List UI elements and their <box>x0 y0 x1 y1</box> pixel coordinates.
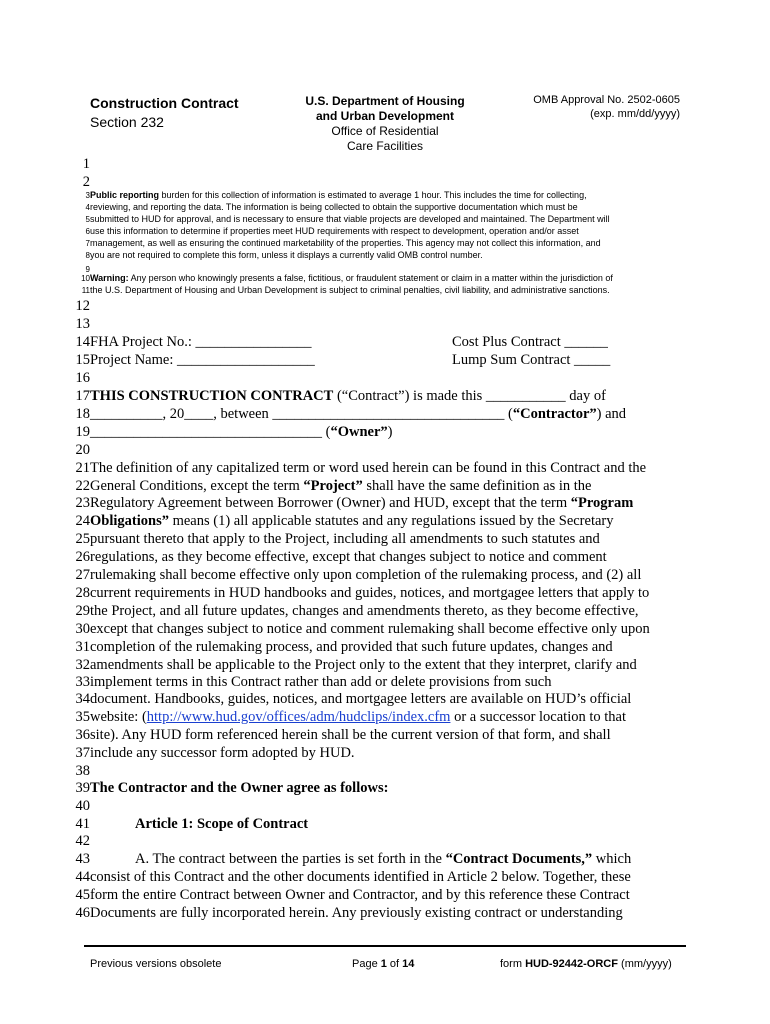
line-6: 6use this information to determine if properties meet HUD requirements with respect to development, operation and/or asset <box>85 226 579 236</box>
project-name-field: Project Name: ___________________ <box>90 352 315 368</box>
line-21: 21The definition of any capitalized term or word used herein can be found in this Contract and the <box>75 460 647 476</box>
line-36: 36site). Any HUD form referenced herein shall be the current version of that form, and shall <box>75 727 611 743</box>
line-26: 26regulations, as they become effective, except that changes subject to notice and comment <box>75 549 607 565</box>
line-45: 45form the entire Contract between Owner and Contractor, and by this reference these Contract <box>75 887 630 903</box>
line-32: 32amendments shall be applicable to the Project only to the extent that they interpret, clarify and <box>75 657 637 673</box>
footer-page-number: Page 1 of 14 <box>352 958 415 970</box>
line-2: 2 <box>82 174 90 190</box>
footer-divider <box>84 945 686 947</box>
line-29: 29the Project, and all future updates, changes and amendments thereto, as they become effective, <box>75 603 639 619</box>
hudclips-link[interactable]: http://www.hud.gov/offices/adm/hudclips/index.cfm <box>146 709 451 725</box>
line-37: 37include any successor form adopted by HUD. <box>75 745 355 761</box>
footer-form-id: form HUD-92442-ORCF (mm/yyyy) <box>500 958 672 970</box>
public-reporting-label: Public reporting <box>90 190 160 200</box>
line-38: 38 <box>75 763 90 779</box>
omb-approval-number: OMB Approval No. 2502-0605 <box>533 94 680 106</box>
line-19: 19________________________________ (“Owner”) <box>75 424 393 440</box>
line-27: 27rulemaking shall become effective only upon completion of the rulemaking process, and (2) all <box>75 567 642 583</box>
line-13: 13 <box>75 316 90 332</box>
line-34: 34document. Handbooks, guides, notices, and mortgagee letters are available on HUD’s official <box>75 691 632 707</box>
line-16: 16 <box>75 370 90 386</box>
document-title: Construction Contract <box>90 95 239 111</box>
line-8: 8you are not required to complete this form, unless it displays a currently valid OMB control number. <box>85 250 483 260</box>
line-43: 43 A. The contract between the parties is set forth in the “Contract Documents,” which <box>75 851 632 867</box>
line-30: 30except that changes subject to notice and comment rulemaking shall become effective only upon <box>75 621 650 637</box>
office-name-line2: Care Facilities <box>346 139 424 153</box>
line-25: 25pursuant thereto that apply to the Project, including all amendments to such statutes and <box>75 531 600 547</box>
line-12: 12 <box>75 298 90 314</box>
line-40: 40 <box>75 798 90 814</box>
cost-plus-contract-field: Cost Plus Contract ______ <box>452 334 608 350</box>
line-22: 22General Conditions, except the term “Project” shall have the same definition as in the <box>75 478 592 494</box>
line-41: 41 Article 1: Scope of Contract <box>75 816 309 832</box>
line-4: 4reviewing, and reporting the data. The information is being collected to obtain the supportive documentation which must be <box>85 202 578 212</box>
agency-name-line2: and Urban Development <box>315 109 455 123</box>
line-7: 7management, as well as ensuring the continued marketability of the properties. This agency may not collect this information, and <box>85 238 601 248</box>
line-35: 35website: (http://www.hud.gov/offices/adm/hudclips/index.cfm or a successor location to that <box>75 709 626 725</box>
agreement-statement: The Contractor and the Owner agree as follows: <box>90 780 389 796</box>
omb-expiration: (exp. mm/dd/yyyy) <box>590 108 680 120</box>
line-31: 31completion of the rulemaking process, and provided that such future updates, changes and <box>75 639 613 655</box>
office-name-line1: Office of Residential <box>331 124 439 138</box>
line-24: 24Obligations” means (1) all applicable statutes and any regulations issued by the Secretary <box>75 513 614 529</box>
lump-sum-contract-field: Lump Sum Contract _____ <box>452 352 611 368</box>
agency-block <box>290 94 480 154</box>
line-28: 28current requirements in HUD handbooks and guides, notices, and mortgagee letters that apply to <box>75 585 650 601</box>
footer-obsolete-note: Previous versions obsolete <box>90 958 222 970</box>
line-23: 23Regulatory Agreement between Borrower (Owner) and HUD, except that the term “Program <box>75 495 634 511</box>
fha-project-number-field: FHA Project No.: ________________ <box>90 334 312 350</box>
line-39: 39The Contractor and the Owner agree as follows: <box>75 780 389 796</box>
line-20: 20 <box>75 442 90 458</box>
line-18: 18__________, 20____, between ________________________________ (“Contractor”) and <box>75 406 627 422</box>
line-33: 33implement terms in this Contract rather than add or delete provisions from such <box>75 674 552 690</box>
line-3: 3Public reporting burden for this collection of information is estimated to average 1 hour. This includes the time for collecting, <box>85 190 587 200</box>
document-section: Section 232 <box>90 114 164 130</box>
document-title-block <box>90 94 239 132</box>
line-46: 46Documents are fully incorporated herein. Any previously existing contract or understanding <box>75 905 623 921</box>
article-1-heading: Article 1: Scope of Contract <box>135 816 309 832</box>
line-15: 15Project Name: ___________________ <box>75 352 315 368</box>
line-11: 11the U.S. Department of Housing and Urban Development is subject to criminal penalties, civil liability, and administrative sanctions. <box>81 285 610 295</box>
line-42: 42 <box>75 833 90 849</box>
warning-label: Warning: <box>90 273 129 283</box>
line-9: 9 <box>85 265 90 274</box>
agency-name-line1: U.S. Department of Housing <box>305 94 465 108</box>
omb-approval-block <box>520 93 680 121</box>
line-14: 14FHA Project No.: ________________ <box>75 334 312 350</box>
line-1: 1 <box>82 156 90 172</box>
line-44: 44consist of this Contract and the other documents identified in Article 2 below. Together, these <box>75 869 631 885</box>
line-17: 17THIS CONSTRUCTION CONTRACT (“Contract”) is made this ___________ day of <box>75 388 606 404</box>
line-10: 10Warning: Any person who knowingly presents a false, fictitious, or fraudulent statement or claim in a matter within the jurisdiction of <box>81 273 613 283</box>
line-5: 5submitted to HUD for approval, and is necessary to ensure that viable projects are developed and maintained. The Department will <box>85 214 610 224</box>
